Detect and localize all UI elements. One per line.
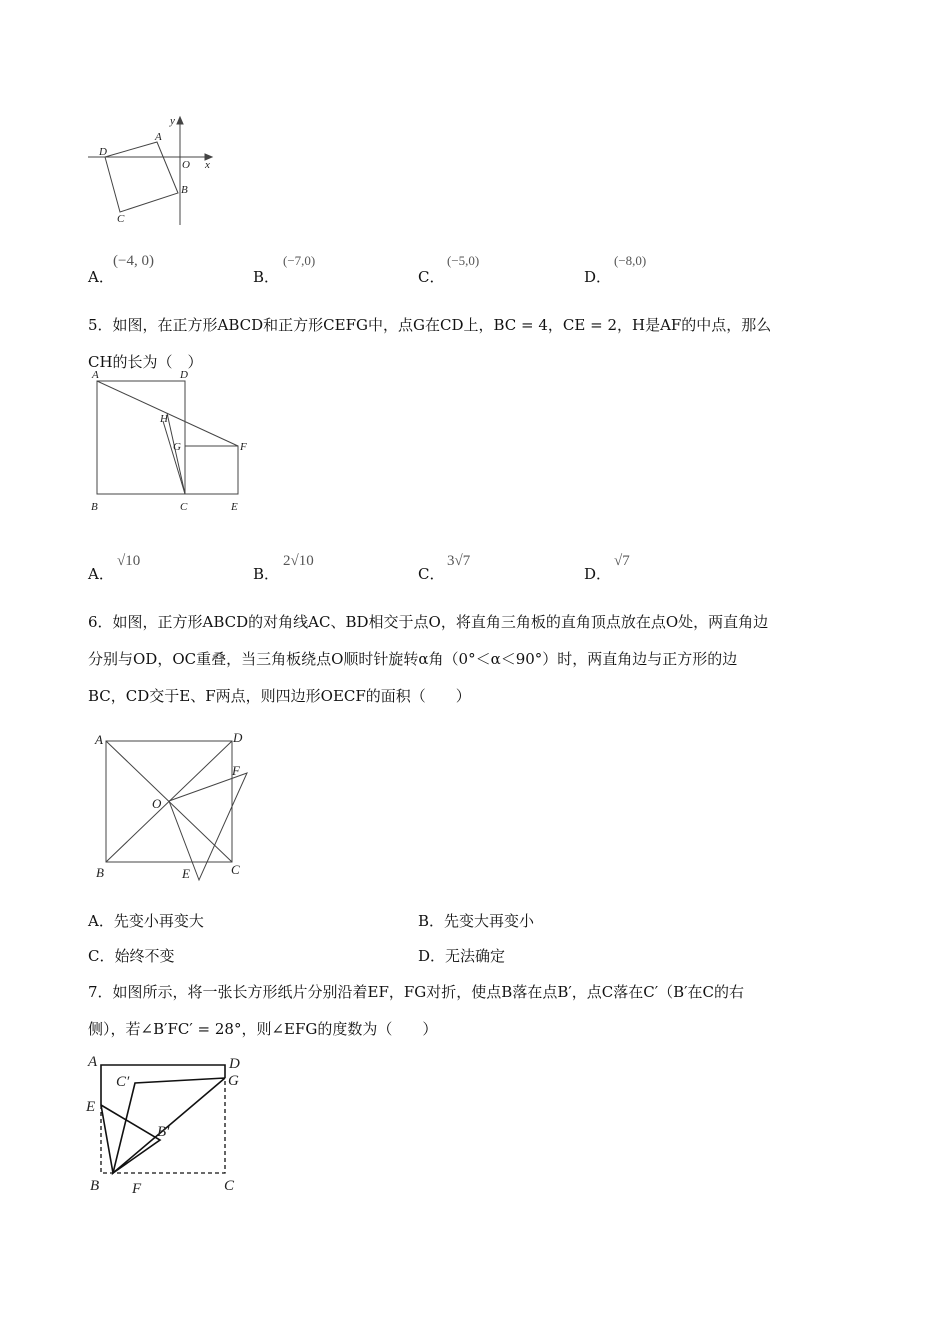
q4-option-d-value[interactable]: (−8,0) — [614, 253, 647, 268]
label-c-prime: C′ — [116, 1074, 130, 1090]
q5-option-a-value[interactable]: √10 — [117, 553, 141, 569]
label-b-prime: B′ — [157, 1124, 170, 1140]
label-f: F — [240, 441, 247, 453]
q5-option-b-value[interactable]: 2√10 — [283, 553, 314, 569]
label-e: E — [86, 1099, 96, 1115]
label-a: A — [155, 131, 162, 143]
q5-question-line1: 5．如图，在正方形ABCD和正方形CEFG中，点G在CD上，BC = 4，CE = 2，H是AF的中点，那么 — [88, 316, 772, 334]
q4-figure — [88, 115, 212, 225]
q5-question-line2: CH的长为（ ） — [88, 353, 203, 371]
label-a: A — [92, 369, 99, 381]
q7-question-line1: 7．如图所示，将一张长方形纸片分别沿着EF，FG对折，使点B落在点B′，点C落在C′（B′在C的右 — [88, 983, 745, 1001]
label-c: C — [117, 213, 125, 225]
q5-option-c-label: C． — [418, 565, 445, 583]
q7-figure — [85, 1054, 240, 1197]
label-c: C — [231, 862, 240, 877]
label-h: H — [160, 413, 168, 425]
square-abcd — [97, 381, 185, 494]
label-c: C — [224, 1178, 235, 1194]
y-arrow-icon — [177, 117, 183, 124]
label-e: E — [182, 866, 190, 881]
label-a: A — [88, 1054, 98, 1070]
q6-question-line3: BC，CD交于E、F两点，则四边形OECF的面积（ ） — [88, 687, 471, 705]
q5-option-d-value[interactable]: √7 — [614, 553, 630, 569]
q4-option-a-value[interactable]: (−4, 0) — [113, 253, 154, 269]
square-cefg — [185, 446, 238, 494]
label-x: x — [205, 159, 210, 171]
label-b: B — [96, 865, 104, 880]
label-o: O — [182, 159, 190, 171]
label-b: B — [91, 501, 98, 513]
label-e: E — [231, 501, 238, 513]
label-y: y — [170, 115, 175, 127]
q6-question-line2: 分别与OD，OC重叠，当三角板绕点O顺时针旋转α角（0°＜α＜90°）时，两直角边与正方形的边 — [88, 650, 738, 668]
q5-option-a-label: A． — [88, 565, 114, 583]
q5-option-d-label: D． — [584, 565, 612, 583]
label-f: F — [232, 763, 240, 778]
label-b: B — [181, 184, 188, 196]
label-a: A — [95, 732, 103, 747]
q4-option-b-label: B． — [253, 268, 280, 286]
square-abcd — [105, 142, 178, 212]
q5-option-c-value[interactable]: 3√7 — [447, 553, 471, 569]
label-d: D — [180, 369, 188, 381]
q6-option-d[interactable]: D．无法确定 — [418, 947, 506, 965]
label-g: G — [228, 1073, 239, 1089]
label-f: F — [132, 1181, 142, 1197]
q5-figure — [91, 369, 247, 513]
q6-option-b[interactable]: B．先变大再变小 — [418, 912, 535, 930]
label-d: D — [233, 730, 243, 745]
label-o: O — [152, 796, 162, 811]
q4-option-c-label: C． — [418, 268, 445, 286]
q4-option-b-value[interactable]: (−7,0) — [283, 253, 316, 268]
label-g: G — [173, 441, 181, 453]
q4-option-a-label: A． — [88, 268, 114, 286]
q6-question-line1: 6．如图，正方形ABCD的对角线AC、BD相交于点O，将直角三角板的直角顶点放在点O处，两直角边 — [88, 613, 769, 631]
q6-option-c[interactable]: C．始终不变 — [88, 947, 175, 965]
q6-figure — [94, 730, 247, 881]
label-d: D — [229, 1056, 240, 1072]
q5-option-b-label: B． — [253, 565, 280, 583]
q4-option-c-value[interactable]: (−5,0) — [447, 253, 480, 268]
label-d: D — [99, 146, 107, 158]
label-b: B — [90, 1178, 100, 1194]
q6-option-a[interactable]: A．先变小再变大 — [88, 912, 204, 930]
q4-option-d-label: D． — [584, 268, 612, 286]
q7-question-line2: 侧），若∠B′FC′ = 28°，则∠EFG的度数为（ ） — [88, 1020, 438, 1038]
label-c: C — [180, 501, 188, 513]
